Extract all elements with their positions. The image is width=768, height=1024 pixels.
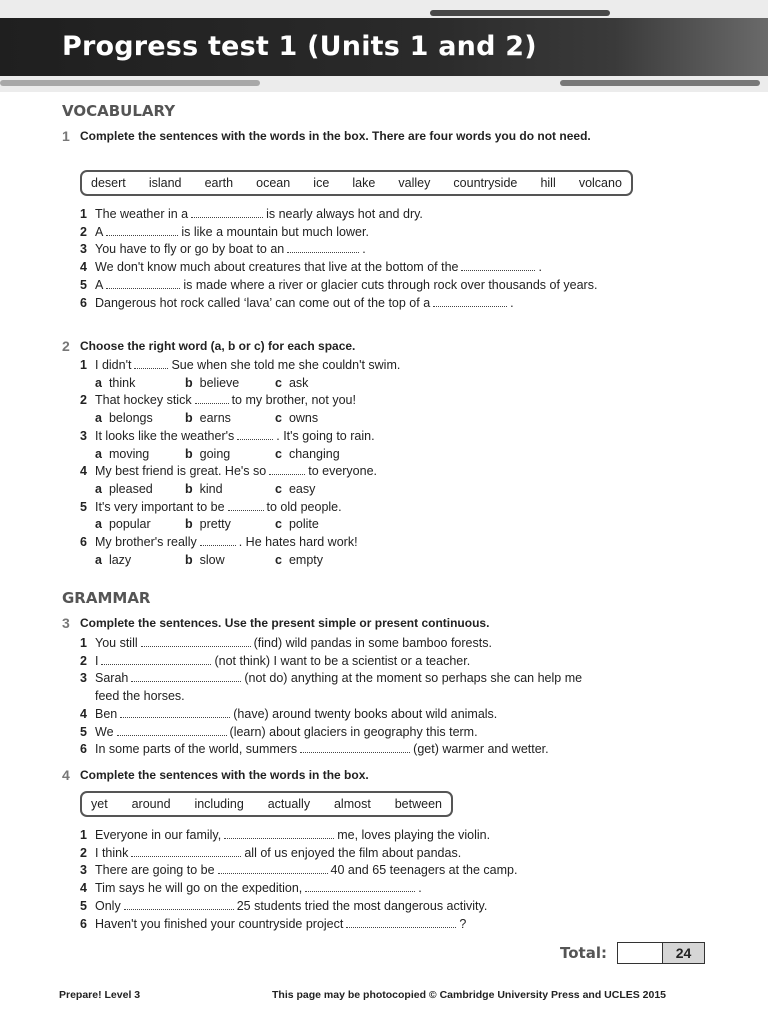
item-number: 3 [80,242,87,257]
score-field[interactable] [618,943,663,963]
answer-blank[interactable] [200,534,236,546]
question-item [80,259,600,277]
question-item [80,277,600,295]
answer-option[interactable] [275,410,365,428]
sentence-end: . He hates hard work! [238,535,358,550]
option-text: ask [288,375,309,390]
answer-blank[interactable] [461,259,535,271]
sentence-end: (find) wild pandas in some bamboo forests. [253,636,492,650]
question-item [80,653,600,671]
answer-option[interactable] [95,446,185,464]
answer-option[interactable] [185,375,275,393]
question-number: 3 [62,615,70,631]
sentence-end: . It's going to rain. [276,428,375,443]
item-text [95,707,497,721]
sentence-start: Dangerous hot rock called ‘lava’ can come out of the top of a [95,295,431,310]
sentence-end: all of us enjoyed the film about pandas. [244,845,462,860]
option-text: popular [108,517,151,532]
word-option: ocean [256,176,291,190]
answer-blank[interactable] [237,428,273,440]
answer-blank[interactable] [141,635,251,647]
sentence-end: . [510,295,514,310]
sentence-end: is made where a river or glacier cuts through rock over thousands of years. [183,277,598,292]
item-text [95,296,514,310]
item-text [95,278,597,292]
sentence-start: You still [95,636,138,650]
answer-option[interactable] [275,516,365,534]
option-text: pretty [199,517,231,532]
sentence-end: (not think) I want to be a scientist or a teacher. [214,653,471,668]
total-label: Total: [560,944,607,962]
sentence-start: Haven't you finished your countryside project [95,916,344,931]
option-text: easy [288,481,316,496]
answer-blank[interactable] [346,916,456,928]
answer-blank[interactable] [305,880,415,892]
sentence-start: In some parts of the world, summers [95,742,298,757]
option-text: owns [288,411,319,426]
item-text [95,725,478,739]
item-text [95,260,542,274]
option-letter: b [185,552,193,567]
answer-options [95,516,600,534]
item-number: 4 [80,706,87,721]
footer-level: Prepare! Level 3 [59,989,141,1001]
word-box [80,791,453,817]
sentence-end: (learn) about glaciers in geography this term. [229,724,478,739]
word-option: almost [333,797,371,811]
sentence-end: to everyone. [308,464,378,479]
option-text: polite [288,517,319,532]
word-box [80,170,633,196]
answer-blank[interactable] [433,295,507,307]
item-text [95,535,358,549]
sentence-start: That hockey stick [95,393,192,408]
item-text [95,654,470,668]
question-item [80,670,600,705]
sentence-end: . [362,242,366,257]
answer-blank[interactable] [224,827,334,839]
sentence-start: A [95,277,104,292]
question-instruction: Choose the right word (a, b or c) for each space. [80,339,356,353]
sentence-start: There are going to be [95,863,215,878]
option-letter: a [95,552,102,567]
sentence-start: Tim says he will go on the expedition, [95,881,303,896]
item-number: 3 [80,428,87,443]
option-text: slow [199,552,225,567]
answer-options [95,410,600,428]
word-option: ice [313,176,330,190]
word-option: earth [204,176,234,190]
answer-blank[interactable] [117,724,227,736]
sentence-end: is nearly always hot and dry. [266,207,423,221]
option-text: pleased [108,481,153,496]
item-number: 6 [80,295,87,310]
sentence-start: A [95,224,104,239]
question-item [80,224,600,242]
sentence-start: Ben [95,706,118,721]
item-text [95,429,375,443]
option-text: moving [108,446,150,461]
word-option: island [148,176,182,190]
item-number: 5 [80,499,87,514]
answer-option[interactable] [95,481,185,499]
item-text [95,636,492,650]
answer-option[interactable] [275,552,365,570]
item-text [95,225,369,239]
item-number: 6 [80,535,87,550]
item-text [95,846,461,860]
answer-options [95,375,600,393]
option-letter: c [275,517,282,532]
question-item [80,706,600,724]
answer-option[interactable] [185,481,275,499]
answer-blank[interactable] [195,392,229,404]
answer-options [95,552,600,570]
item-text [95,863,517,877]
answer-blank[interactable] [269,463,305,475]
item-text [95,464,377,478]
answer-option[interactable] [185,552,275,570]
question-item [80,392,600,427]
option-letter: c [275,446,282,461]
answer-blank[interactable] [228,499,264,511]
word-option: between [394,797,442,811]
question-number: 4 [62,767,70,783]
sentence-start: I didn't [95,358,132,372]
sentence-start: Everyone in our family, [95,828,222,842]
sentence-start: I [95,653,99,668]
question-item [80,827,600,845]
item-number: 1 [80,358,87,372]
question-number: 1 [62,128,70,144]
word-option: volcano [578,176,622,190]
answer-blank[interactable] [106,277,180,289]
answer-blank[interactable] [124,898,234,910]
word-option: including [194,797,244,811]
sentence-start: I think [95,845,129,860]
question-item [80,241,600,259]
title-banner [0,0,768,92]
question-item [80,898,600,916]
item-number: 2 [80,393,87,408]
banner-streak [0,80,260,86]
item-number: 6 [80,742,87,757]
banner-streak [430,10,610,16]
question-item [80,724,600,742]
item-number: 4 [80,464,87,479]
answer-option[interactable] [95,516,185,534]
sentence-start: Only [95,898,121,913]
answer-blank[interactable] [287,241,359,253]
item-text [95,207,423,221]
answer-blank[interactable] [218,862,328,874]
sentence-end: . [418,881,422,896]
word-option: lake [352,176,376,190]
option-text: earns [199,411,231,426]
option-letter: a [95,517,102,532]
sentence-end: ? [459,916,467,931]
answer-blank[interactable] [120,706,230,718]
option-text: believe [199,375,240,390]
word-option: desert [91,176,126,190]
sentence-end: (get) warmer and wetter. [413,742,549,757]
option-letter: b [185,411,193,426]
item-number: 1 [80,207,87,221]
item-number: 4 [80,260,87,275]
question-2-items [80,357,600,569]
option-text: lazy [108,552,132,567]
question-item [80,741,600,759]
option-letter: a [95,375,102,390]
sentence-end: 25 students tried the most dangerous activity. [236,898,488,913]
item-text [95,828,490,842]
question-number: 2 [62,338,70,354]
sentence-start: The weather in a [95,207,189,221]
question-item [80,862,600,880]
question-instruction: Complete the sentences with the words in the box. There are four words you do not need. [80,129,591,143]
option-text: changing [288,446,340,461]
item-number: 3 [80,863,87,878]
sentence-start: We [95,724,114,739]
item-text [95,917,466,931]
sentence-start: It looks like the weather's [95,428,235,443]
option-letter: b [185,517,193,532]
total-score: 24 [663,943,704,963]
question-item [80,357,600,392]
option-text: kind [199,481,223,496]
option-letter: a [95,481,102,496]
sentence-start: You have to fly or go by boat to an [95,242,285,257]
answer-option[interactable] [275,446,365,464]
answer-blank[interactable] [131,845,241,857]
question-item [80,880,600,898]
answer-blank[interactable] [300,741,410,753]
footer-copyright: This page may be photocopied © Cambridge University Press and UCLES 2015 [272,989,667,1001]
item-number: 2 [80,224,87,239]
answer-blank[interactable] [106,224,178,236]
question-item [80,206,600,224]
word-option: countryside [453,176,518,190]
answer-option[interactable] [95,552,185,570]
answer-option[interactable] [275,375,365,393]
question-item [80,463,600,498]
sentence-end: Sue when she told me she couldn't swim. [171,358,401,372]
item-text [95,671,582,703]
item-number: 2 [80,845,87,860]
answer-options [95,481,600,499]
option-text: empty [288,552,323,567]
item-text [95,242,366,256]
question-item [80,845,600,863]
sentence-start: My brother's really [95,535,197,550]
item-text [95,881,422,895]
answer-option[interactable] [185,516,275,534]
question-1-items [80,206,600,312]
word-option: yet [91,797,108,811]
option-letter: c [275,552,282,567]
sentence-end: (have) around twenty books about wild animals. [233,706,498,721]
question-instruction: Complete the sentences. Use the present simple or present continuous. [80,616,490,630]
item-number: 1 [80,636,87,650]
sentence-start: My best friend is great. He's so [95,464,267,479]
word-option: hill [540,176,556,190]
answer-options [95,446,600,464]
item-number: 5 [80,898,87,913]
total-box [617,942,705,964]
item-text [95,742,549,756]
grammar-heading: GRAMMAR [62,589,151,607]
item-number: 3 [80,671,87,686]
item-number: 6 [80,916,87,931]
answer-option[interactable] [275,481,365,499]
answer-blank[interactable] [134,357,168,369]
option-letter: a [95,411,102,426]
option-text: going [199,446,231,461]
option-letter: a [95,446,102,461]
answer-option[interactable] [185,410,275,428]
option-letter: c [275,481,282,496]
item-number: 5 [80,724,87,739]
option-letter: b [185,481,193,496]
banner-streak [560,80,760,86]
answer-option[interactable] [185,446,275,464]
sentence-end: (not do) anything at the moment so perhaps she can help me feed the horses. [95,671,583,704]
sentence-end: to old people. [266,499,342,514]
question-item [80,916,600,934]
question-item [80,428,600,463]
item-text [95,899,487,913]
question-item [80,534,600,569]
question-item [80,635,600,653]
answer-option[interactable] [95,410,185,428]
item-number: 4 [80,881,87,896]
sentence-start: Sarah [95,671,129,686]
vocabulary-heading: VOCABULARY [62,102,176,120]
option-text: think [108,375,136,390]
question-3-items [80,635,600,759]
sentence-start: We don't know much about creatures that live at the bottom of the [95,260,459,275]
sentence-end: 40 and 65 teenagers at the camp. [330,863,518,878]
option-letter: b [185,375,193,390]
answer-blank[interactable] [101,653,211,665]
sentence-end: . [538,260,542,275]
question-item [80,295,600,313]
item-number: 2 [80,653,87,668]
answer-option[interactable] [95,375,185,393]
sentence-start: It's very important to be [95,499,225,514]
item-text [95,500,342,514]
question-item [80,499,600,534]
option-text: belongs [108,411,153,426]
question-instruction: Complete the sentences with the words in the box. [80,768,369,782]
word-option: actually [267,797,311,811]
item-number: 5 [80,277,87,292]
item-number: 1 [80,828,87,842]
question-4-items [80,827,600,933]
option-letter: c [275,411,282,426]
word-option: valley [398,176,431,190]
word-option: around [131,797,171,811]
item-text [95,393,356,407]
page-title: Progress test 1 (Units 1 and 2) [62,31,537,62]
option-letter: c [275,375,282,390]
sentence-end: is like a mountain but much lower. [181,224,369,239]
answer-blank[interactable] [191,206,263,218]
option-letter: b [185,446,193,461]
item-text [95,358,400,372]
sentence-end: to my brother, not you! [231,393,356,408]
answer-blank[interactable] [131,670,241,682]
sentence-end: me, loves playing the violin. [337,828,491,842]
